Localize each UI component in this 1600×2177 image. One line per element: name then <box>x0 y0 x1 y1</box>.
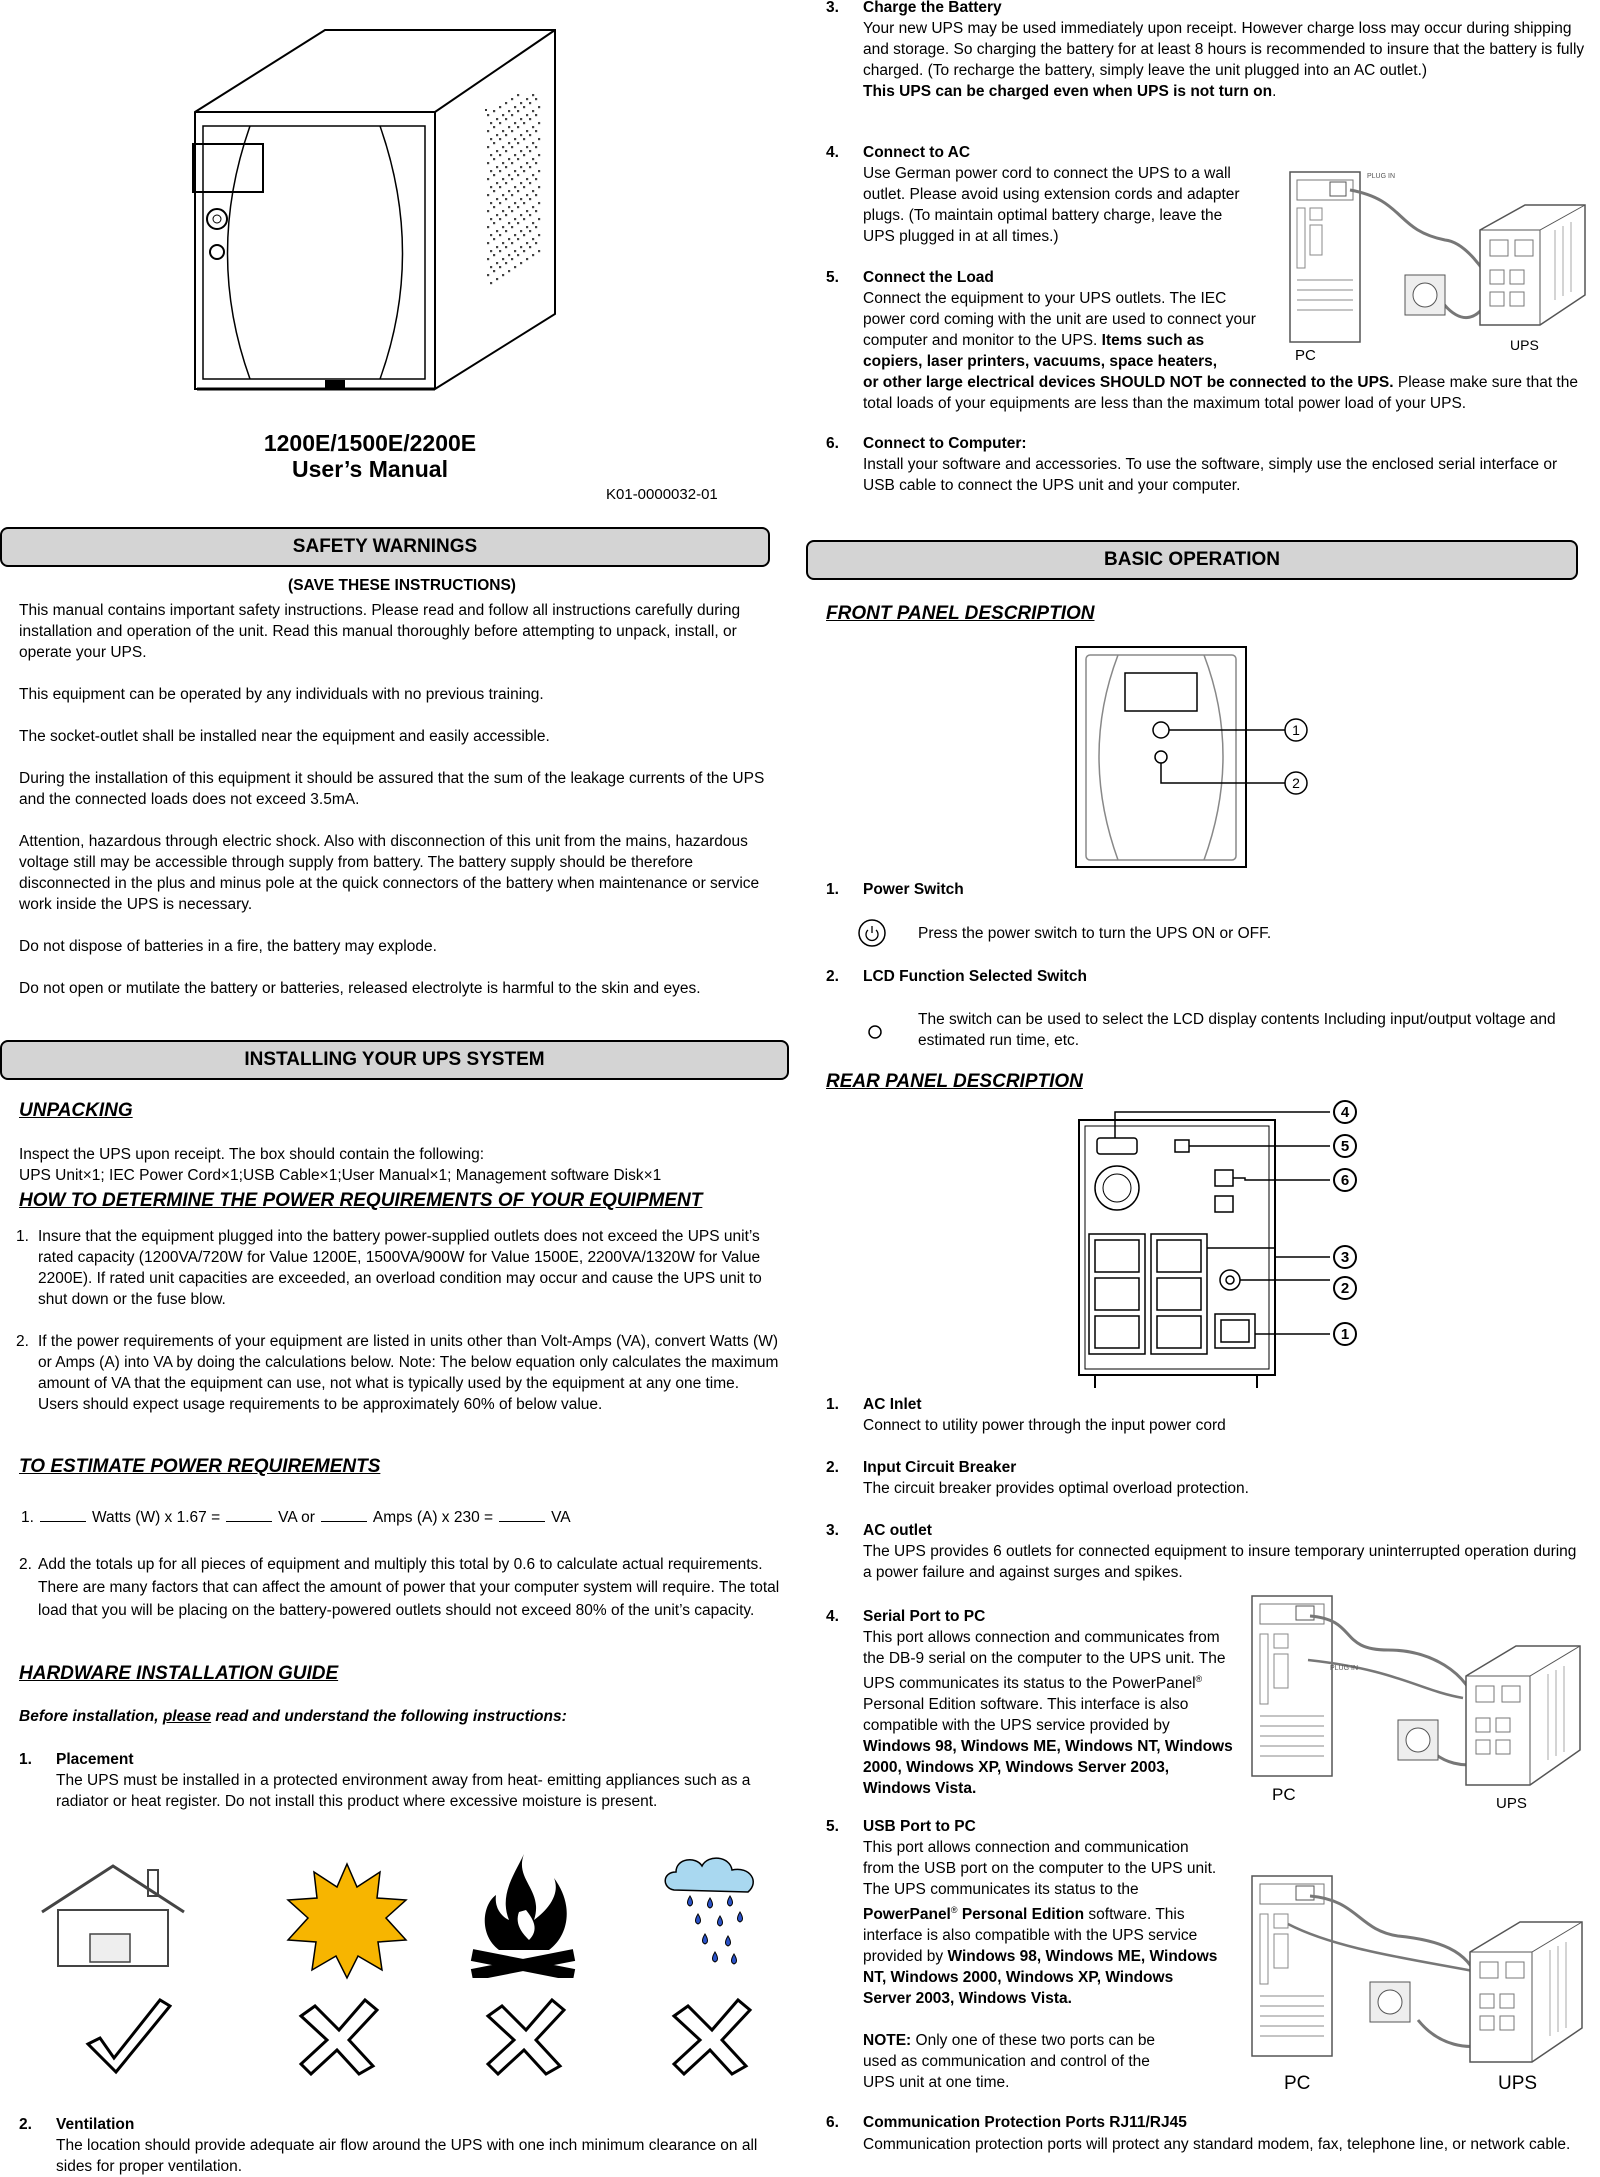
safety-paragraph: This manual contains important safety instructions. Please read and follow all instructions carefully during installation and operation of the unit. Read this manual thoroughly before attempting to unpack, install, or operate your UPS. <box>19 602 741 661</box>
ac-outlet-title: AC outlet <box>863 1522 932 1539</box>
unpacking-line: Inspect the UPS upon receipt. The box should contain the following: <box>19 1146 485 1163</box>
power-requirements-title: HOW TO DETERMINE THE POWER REQUIREMENTS OF YOUR EQUIPMENT <box>19 1190 703 1211</box>
power-switch-title: Power Switch <box>863 881 964 898</box>
usb-port-title: USB Port to PC <box>863 1818 976 1835</box>
installing-banner: INSTALLING YOUR UPS SYSTEM <box>0 1040 789 1080</box>
front-panel-title: FRONT PANEL DESCRIPTION <box>826 603 1095 624</box>
rear-callout: 2 <box>1340 1280 1350 1297</box>
plug-in-label: PLUG IN <box>1367 173 1396 180</box>
pc-label: PC <box>1272 1785 1296 1804</box>
power-switch-text: Press the power switch to turn the UPS ON or OFF. <box>918 925 1272 942</box>
unpacking-contents: UPS Unit×1; IEC Power Cord×1;USB Cable×1;User Manual×1; Management software Disk×1 <box>19 1167 662 1184</box>
rear-callout: 5 <box>1340 1138 1350 1155</box>
connect-load-text: Connect the equipment to your UPS outlets. The IEC power cord coming with the unit are used to connect your computer and monitor to the UPS. Items such as copiers, laser printers, vacuums, space heaters, <box>863 290 1256 370</box>
list-item: 2. Add the totals up for all pieces of equipment and multiply this total by 0.6 to calculate actual requirements. There are many factors that can affect the amount of power that your computer system will require. The total load that you will be placing on the battery-powered outlets should not exceed 80% of the unit’s capacity. <box>19 1556 780 1619</box>
power-icon <box>857 918 887 948</box>
list-item: 1. Insure that the equipment plugged into the battery power-supplied outlets does not exceed the UPS unit’s rated capacity (1200VA/720W for Value 1200E, 1500VA/900W for Value 1500E, 2200VA/1320W for Value 2200E). If rated unit capacities are exceeded, an overload condition may occur and cause the UPS unit to shut down or the fuse blow. <box>16 1228 762 1308</box>
ac-outlet-text: The UPS provides 6 outlets for connected equipment to insure temporary uninterrupted operation during a power failure and against surges and spikes. <box>863 1543 1577 1581</box>
ventilation-text: The location should provide adequate air flow around the UPS with one inch minimum clearance on all sides for proper ventilation. <box>56 2137 758 2175</box>
usb-port-text: This port allows connection and communication from the USB port on the computer to the UPS unit. The UPS communicates its status to the PowerPanel® Personal Edition software. This interface is also compatible with the UPS service provided by Windows 98, Windows ME, Windows NT, Windows 2000, Windows XP, Windows Server 2003, Windows Vista. <box>863 1839 1218 2008</box>
ventilation-title: Ventilation <box>56 2116 135 2133</box>
connect-computer-text: Install your software and accessories. To use the software, simply use the enclosed serial interface or USB cable to connect the UPS unit and your computer. <box>863 456 1558 494</box>
sun-icon <box>282 1862 412 1980</box>
usb-connection-diagram <box>1248 1870 1588 2095</box>
plug-in-label: PLUG IN <box>1330 1665 1359 1672</box>
breaker-title: Input Circuit Breaker <box>863 1459 1017 1476</box>
pc-label: PC <box>1295 347 1316 360</box>
cross-icon <box>668 1996 756 2076</box>
placement-title: Placement <box>56 1751 134 1768</box>
document-code: K01-0000032-01 <box>606 486 718 503</box>
unpacking-title: UNPACKING <box>19 1100 133 1121</box>
cross-icon <box>482 1996 570 2076</box>
ups-label: UPS <box>1510 337 1539 353</box>
ups-label: UPS <box>1496 1795 1527 1812</box>
rear-callout: 1 <box>1340 1326 1350 1343</box>
usb-note: NOTE: Only one of these two ports can be used as communication and control of the UPS unit at one time. <box>863 2032 1156 2092</box>
safety-paragraph: Do not open or mutilate the battery or batteries, released electrolyte is harmful to the skin and eyes. <box>19 980 701 997</box>
fire-icon <box>464 1850 582 1978</box>
connect-ac-title: Connect to AC <box>863 144 971 161</box>
list-item: 2. If the power requirements of your equipment are listed in units other than Volt-Amps (VA), convert Watts (W) or Amps (A) into VA by doing the calculations below. Note: The below equation only calculates the maximum amount of VA that the equipment can use, not what is typically used by the equipment at any one time. Users should expect usage requirements to be approximately 60% of below value. <box>16 1333 779 1413</box>
manual-title: User’s Manual <box>292 456 448 482</box>
rear-callout: 6 <box>1340 1172 1350 1189</box>
front-callout: 2 <box>1292 775 1300 791</box>
cross-icon <box>295 1996 383 2076</box>
charge-battery-title: Charge the Battery <box>863 0 1002 16</box>
connect-load-title: Connect the Load <box>863 269 994 286</box>
front-panel-figure <box>1070 645 1320 870</box>
safety-paragraph: Attention, hazardous through electric shock. Also with disconnection of this unit from the mains, hazardous voltage still may be accessible through supply from battery. The battery supply should be therefore disconnected in the plus and minus pole at the quick connectors of the battery when maintenance or service work inside the UPS is necessary. <box>19 833 760 913</box>
pc-label: PC <box>1284 2073 1311 2094</box>
serial-port-text: This port allows connection and communicates from the DB-9 serial on the computer to the UPS unit. The UPS communicates its status to the PowerPanel® Personal Edition software. This interface is also compatible with the UPS service provided by Windows 98, Windows ME, Windows NT, Windows 2000, Windows XP, Windows Server 2003, Windows Vista. <box>863 1629 1233 1798</box>
charge-battery-text: Your new UPS may be used immediately upon receipt. However charge loss may occur during shipping and storage. So charging the battery for at least 8 hours is recommended to insure that the battery is fully charged. (To recharge the battery, simply leave the unit plugged into an AC outlet.) <box>863 20 1585 79</box>
comm-ports-title: Communication Protection Ports RJ11/RJ45 <box>863 2114 1187 2131</box>
hardware-guide-title: HARDWARE INSTALLATION GUIDE <box>19 1663 339 1684</box>
rear-panel-title: REAR PANEL DESCRIPTION <box>826 1071 1083 1092</box>
connect-ac-text: Use German power cord to connect the UPS to a wall outlet. Please avoid using extension cords and adapter plugs. (To maintain optimal battery charge, leave the UPS plugged in at all times.) <box>863 165 1240 245</box>
ac-inlet-text: Connect to utility power through the input power cord <box>863 1417 1226 1434</box>
check-icon <box>82 1996 172 2076</box>
breaker-text: The circuit breaker provides optimal overload protection. <box>863 1480 1249 1497</box>
serial-port-title: Serial Port to PC <box>863 1608 986 1625</box>
basic-operation-banner: BASIC OPERATION <box>806 540 1578 580</box>
safety-warnings-banner: SAFETY WARNINGS <box>0 527 770 567</box>
serial-connection-diagram <box>1248 1590 1588 1815</box>
safety-subtitle: (SAVE THESE INSTRUCTIONS) <box>288 577 516 594</box>
lcd-switch-title: LCD Function Selected Switch <box>863 968 1087 985</box>
ups-product-illustration <box>135 14 595 404</box>
va-formula: 1. Watts (W) x 1.67 = VA or Amps (A) x 230 = VA <box>21 1509 571 1526</box>
hardware-guide-intro: Before installation, please read and understand the following instructions: <box>19 1708 567 1725</box>
estimate-title: TO ESTIMATE POWER REQUIREMENTS <box>19 1456 381 1477</box>
lcd-switch-text: The switch can be used to select the LCD display contents Including input/output voltage and estimated run time, etc. <box>918 1011 1556 1049</box>
comm-ports-text: Communication protection ports will protect any standard modem, fax, telephone line, or network cable. <box>863 2136 1571 2153</box>
house-icon <box>38 1862 188 1967</box>
rear-callout: 3 <box>1340 1249 1350 1266</box>
safety-paragraph: The socket-outlet shall be installed near the equipment and easily accessible. <box>19 728 550 745</box>
lcd-switch-icon <box>867 1024 883 1040</box>
rain-icon <box>660 1852 762 1968</box>
ac-connection-diagram <box>1285 160 1590 360</box>
model-title: 1200E/1500E/2200E <box>263 430 477 456</box>
safety-paragraph: Do not dispose of batteries in a fire, the battery may explode. <box>19 938 437 955</box>
safety-paragraph: This equipment can be operated by any individuals with no previous training. <box>19 686 544 703</box>
safety-paragraph: During the installation of this equipment it should be assured that the sum of the leakage currents of the UPS and the connected loads does not exceed 3.5mA. <box>19 770 765 808</box>
ups-label: UPS <box>1498 2073 1538 2094</box>
connect-computer-title: Connect to Computer: <box>863 435 1027 452</box>
placement-text: The UPS must be installed in a protected environment away from heat- emitting appliances such as a radiator or heat register. Do not install this product where excessive moisture is present. <box>56 1772 751 1810</box>
rear-callout: 4 <box>1340 1104 1350 1121</box>
charge-battery-note: This UPS can be charged even when UPS is not turn on <box>863 83 1273 100</box>
front-callout: 1 <box>1292 722 1300 738</box>
rear-panel-figure <box>1075 1100 1375 1390</box>
ac-inlet-title: AC Inlet <box>863 1396 922 1413</box>
